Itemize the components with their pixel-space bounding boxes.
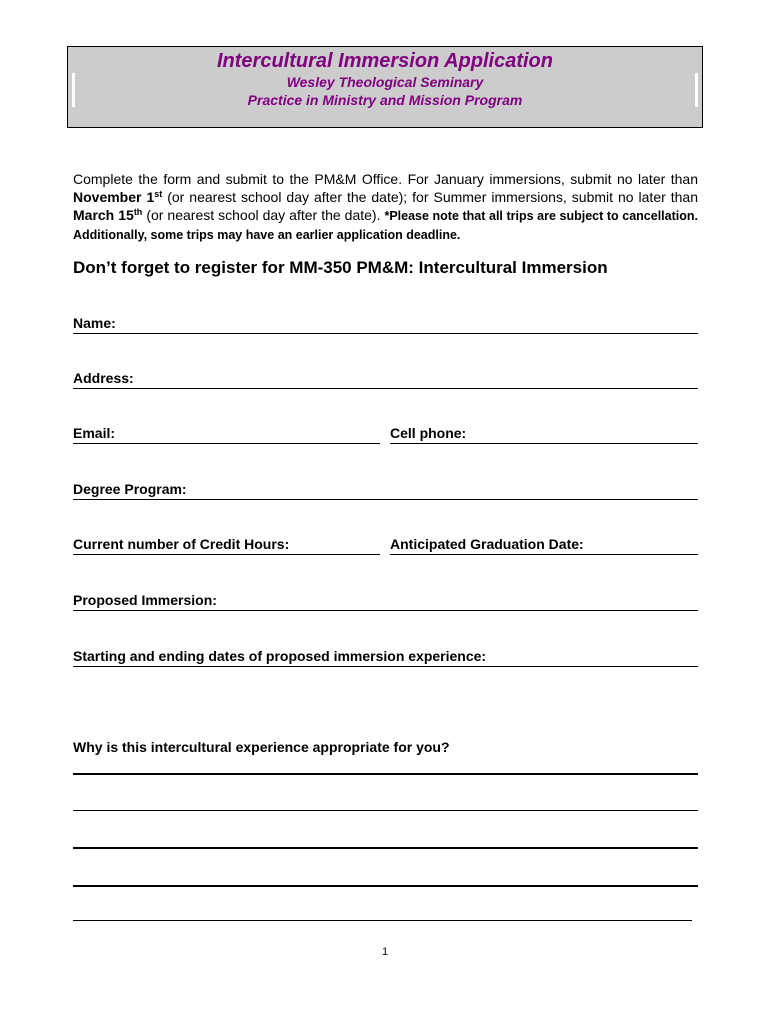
credit-hours-label: Current number of Credit Hours:	[73, 536, 290, 552]
immersion-dates-label: Starting and ending dates of proposed immersion experience:	[73, 648, 487, 664]
january-deadline: November 1	[73, 189, 155, 205]
address-label: Address:	[73, 370, 134, 386]
degree-program-field[interactable]	[73, 481, 698, 500]
proposed-immersion-label: Proposed Immersion:	[73, 592, 217, 608]
answer-line[interactable]	[73, 847, 698, 849]
page-title: Intercultural Immersion Application	[217, 50, 553, 72]
credit-hours-field[interactable]	[73, 536, 380, 555]
graduation-date-label: Anticipated Graduation Date:	[390, 536, 584, 552]
name-label: Name:	[73, 315, 116, 331]
why-question	[73, 739, 698, 758]
summer-deadline-suffix: th	[133, 207, 143, 217]
intro-text-1: Complete the form and submit to the PM&M Office. For January immersions, submit no later than	[73, 171, 698, 187]
page-number: 1	[381, 946, 389, 958]
why-question-label: Why is this intercultural experience appropriate for you?	[73, 739, 450, 755]
email-field[interactable]	[73, 425, 380, 444]
immersion-dates-field[interactable]	[73, 648, 698, 667]
header-box	[67, 46, 703, 128]
answer-line[interactable]	[73, 885, 698, 887]
summer-deadline: March 15	[73, 207, 134, 223]
cancellation-note: *Please note that all trips are subject to cancellation. Additionally, some trips may have an earlier application deadline.	[73, 209, 698, 242]
january-deadline-suffix: st	[154, 189, 163, 199]
intro-text-3: (or nearest school day after the date).	[142, 207, 385, 223]
answer-line[interactable]	[73, 773, 698, 775]
email-label: Email:	[73, 425, 116, 441]
intro-text-2: (or nearest school day after the date); for Summer immersions, submit no later than	[162, 189, 698, 205]
degree-program-label: Degree Program:	[73, 481, 187, 497]
graduation-date-field[interactable]	[390, 536, 698, 555]
cell-phone-label: Cell phone:	[390, 425, 467, 441]
instructions-paragraph	[73, 170, 698, 244]
program-name: Practice in Ministry and Mission Program	[247, 92, 523, 108]
address-field[interactable]	[73, 370, 698, 389]
proposed-immersion-field[interactable]	[73, 592, 698, 611]
cell-phone-field[interactable]	[390, 425, 698, 444]
institution-name: Wesley Theological Seminary	[286, 74, 484, 90]
answer-line[interactable]	[73, 920, 692, 921]
answer-line[interactable]	[73, 810, 698, 811]
name-field[interactable]	[73, 315, 698, 334]
register-heading: Don’t forget to register for MM-350 PM&M: Intercultural Immersion	[73, 258, 608, 277]
